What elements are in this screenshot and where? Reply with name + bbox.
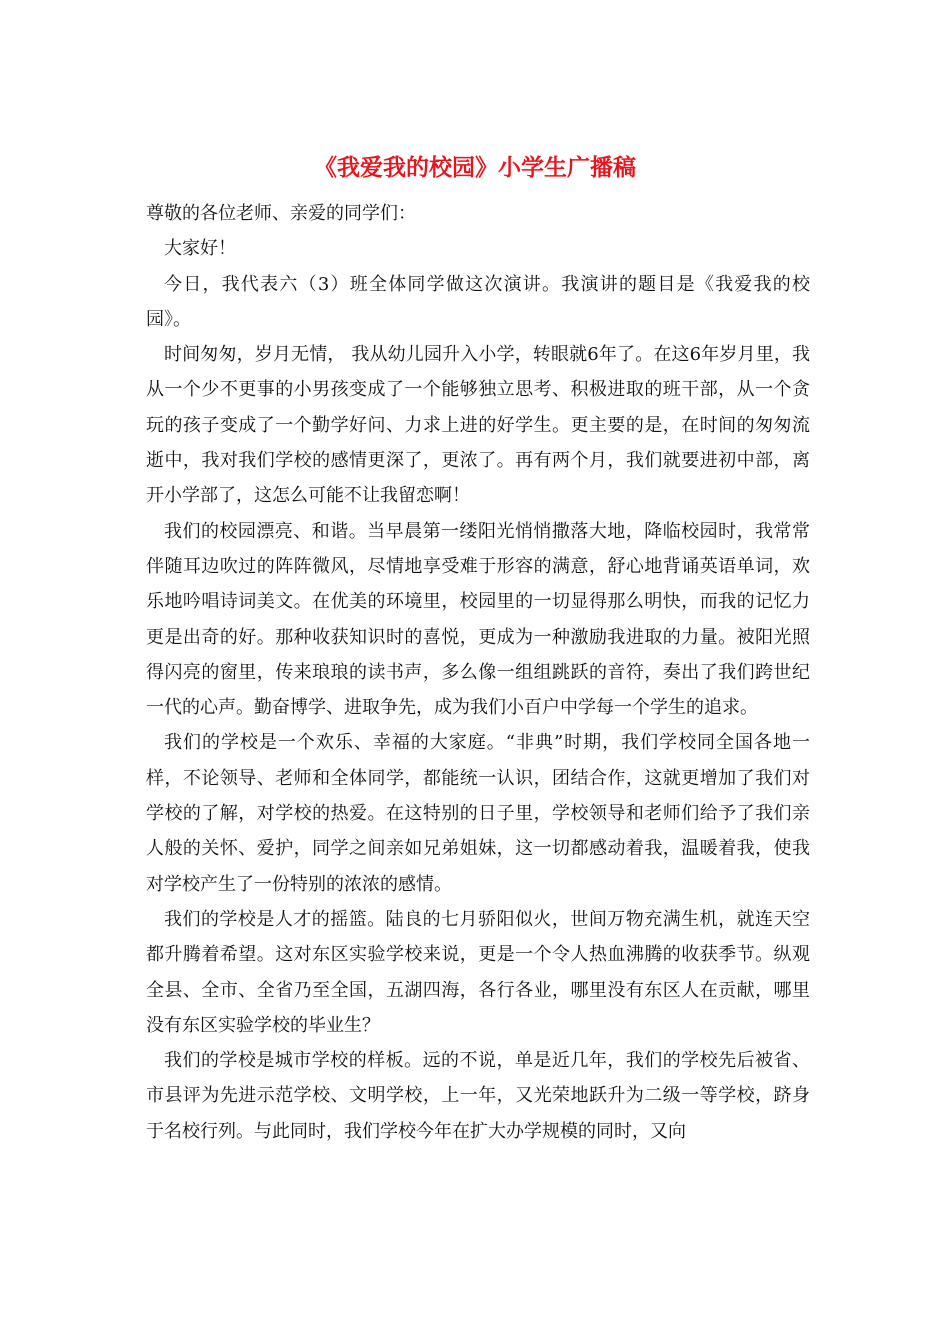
salutation: 尊敬的各位老师、亲爱的同学们： xyxy=(146,203,416,224)
paragraph-talent: 我们的学校是人才的摇篮。陆良的七月骄阳似火，世间万物充满生机，就连天空都升腾着希望。这对东区实验学校来说，更是一个令人热血沸腾的收获季节。纵观全县、全市、全省乃至全国，五湖四海，各行各业，哪里没有东区人在贡献，哪里没有东区实验学校的毕业生？ xyxy=(146,908,810,1036)
paragraph-time: 时间匆匆，岁月无情， 我从幼儿园升入小学，转眼就6年了。在这6年岁月里，我从一个少不更事的小男孩变成了一个能够独立思考、积极进取的班干部，从一个贪玩的孩子变成了一个勤学好问、力求上进的好学生。更主要的是，在时间的匆匆流逝中，我对我们学校的感情更深了，更浓了。再有两个月，我们就要进初中部，离开小学部了，这怎么可能不让我留恋啊！ xyxy=(146,344,810,507)
paragraph-family: 我们的学校是一个欢乐、幸福的大家庭。“非典”时期，我们学校同全国各地一样，不论领导、老师和全体同学，都能统一认识，团结合作，这就更增加了我们对学校的了解，对学校的热爱。在这特别的日子里，学校领导和老师们给予了我们亲人般的关怀、爱护，同学之间亲如兄弟姐妹，这一切都感动着我，温暖着我，使我对学校产生了一份特别的浓浓的感情。 xyxy=(146,732,810,895)
document-title: 《我爱我的校园》小学生广播稿 xyxy=(314,154,636,181)
paragraph-model: 我们的学校是城市学校的样板。远的不说，单是近几年，我们的学校先后被省、市县评为先进示范学校、文明学校，上一年，又光荣地跃升为二级一等学校，跻身于名校行列。与此同时，我们学校今年在扩大办学规模的同时，又向 xyxy=(146,1050,810,1142)
paragraph-intro: 今日，我代表六（3）班全体同学做这次演讲。我演讲的题目是《我爱我的校园》。 xyxy=(146,273,810,330)
paragraph-greeting: 大家好！ xyxy=(164,238,236,260)
document-body xyxy=(146,196,810,1149)
paragraph-campus: 我们的校园漂亮、和谐。当早晨第一缕阳光悄悄撒落大地，降临校园时，我常常伴随耳边吹过的阵阵微风，尽情地享受难于形容的满意，舒心地背诵英语单词，欢乐地吟唱诗词美文。在优美的环境里，校园里的一切显得那么明快，而我的记忆力更是出奇的好。那种收获知识时的喜悦，更成为一种激励我进取的力量。被阳光照得闪亮的窗里，传来琅琅的读书声，多么像一组组跳跃的音符，奏出了我们跨世纪一代的心声。勤奋博学、进取争先，成为我们小百户中学每一个学生的追求。 xyxy=(146,520,810,719)
